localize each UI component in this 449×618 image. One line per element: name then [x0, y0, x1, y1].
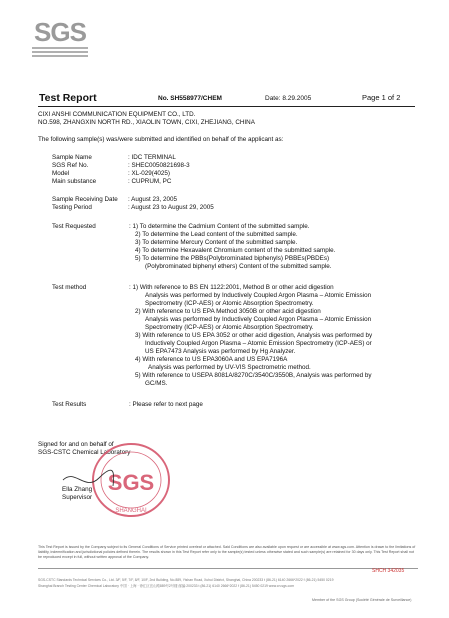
sheet-number: SHCH 342035	[372, 568, 405, 574]
test-results-label: Test Results	[52, 401, 87, 408]
footer-disclaimer: This Test Report is issued by the Company subject to its General Conditions of Service printed overleaf or attached. Said Conditions are also available upon request or are accessible at www.sgs.com. Attention is drawn to the limitations of liability, indemnification and jurisdictional policies defined therein. The results shown in this Test Report refer only to the sample(s) tested unless otherwise stated and such sample(s) are retained for 30 days only. This Test Report shall not be reproduced except in full, without written approval of the Company.	[38, 545, 416, 559]
company-seal-stamp	[55, 440, 173, 530]
test-requested-line: 5) To determine the PBBs(Polybrominated biphenyls) PBBEs(PBDEs)	[135, 255, 330, 262]
stamp-logo-text: SGS	[107, 470, 155, 495]
model-label: Model	[52, 170, 70, 177]
sgs-logo-text: SGS	[34, 17, 86, 47]
client-address: NO.598, ZHANGXIN NORTH RD., XIAOLIN TOWN, CIXI, ZHEJIANG, CHINA	[38, 119, 255, 126]
test-method-line: Spectrometry (ICP-AES) or Atomic Absorption Spectrometry.	[145, 300, 314, 307]
test-method-line: Analysis was performed by UV-VIS Spectrometric method.	[148, 364, 311, 371]
test-requested-line: 3) To determine Mercury Content of the submitted sample.	[135, 239, 298, 246]
test-requested-line: (Polybrominated biphenyl ethers) Content of the submitted sample.	[145, 263, 332, 270]
member-text: Member of the SGS Group (Société Générale de Surveillance)	[312, 598, 412, 602]
testing-period-label: Testing Period	[52, 204, 92, 211]
sgs-ref-value: : SHEC0050821698-3	[128, 162, 190, 169]
test-method-line: US EPA7473 Analysis was performed by Hg Analyzer.	[145, 348, 296, 355]
test-method-line: GC/MS.	[145, 380, 168, 387]
test-requested-line: : 1) To determine the Cadmium Content of the submitted sample.	[129, 223, 310, 230]
test-method-line: 4) With reference to US EPA3060A and US EPA7196A	[135, 356, 288, 363]
model-value: : XL-029(4025)	[128, 170, 171, 177]
report-number: No. SH558977/CHEM	[158, 95, 222, 102]
test-results-value: : Please refer to next page	[129, 401, 203, 408]
test-method-line: Spectrometry (ICP-AES) or Atomic Absorption Spectrometry.	[145, 324, 314, 331]
client-name: CIXI ANSHI COMMUNICATION EQUIPMENT CO., LTD.	[38, 111, 196, 118]
main-substance-value: : CUPRUM, PC	[128, 178, 172, 185]
header-rule	[38, 106, 415, 107]
footer-address-line: Shanghai Branch Testing Center Chemical Laboratory 中国 · 上海 · 徐汇区宜山路889号2号楼 邮编:200233 t (86-21) 6140 2666*2022 f (86-21) 5450 0219 www.cn.sgs.com	[38, 584, 295, 588]
test-method-line: Analysis was performed by Inductively Coupled Argon Plasma – Atomic Emission	[145, 292, 372, 299]
sample-name-value: : IDC TERMINAL	[128, 154, 176, 161]
test-requested-label: Test Requested	[52, 223, 96, 230]
footer-rule	[38, 568, 418, 569]
report-date: Date: 8.29.2005	[265, 95, 312, 102]
test-method-line: 5) With reference to USEPA 8081A/8270C/3540C/3550B, Analysis was performed by	[135, 372, 372, 379]
test-method-line: 2) With reference to US EPA Method 3050B or other acid digestion	[135, 308, 321, 315]
page-indicator: Page 1 of 2	[362, 93, 401, 102]
stamp-city-text: SHANGHAI	[115, 508, 147, 514]
test-method-line: Analysis was performed by Inductively Coupled Argon Plasma – Atomic Emission	[145, 316, 372, 323]
test-method-line: : 1) With reference to BS EN 1122:2001, Method B or other acid digestion	[129, 284, 334, 291]
footer-address-line: SGS-CSTC Standards Technical Services Co., Ltd. 3/F, 5/F, 7/F, 8/F, 10/F, 2nd Building, No.889, Yishan Road, Xuhui District, Shanghai, China 200233 t (86-21) 6140 2666*2022 f (86-21) 5450 0219	[38, 578, 334, 582]
intro-text: The following sample(s) was/were submitted and identified on behalf of the applicant as:	[38, 136, 284, 143]
testing-period-value: : August 23 to August 29, 2005	[128, 204, 214, 211]
signed-for-text: Signed for and on behalf of	[38, 441, 114, 448]
test-requested-line: 2) To determine the Lead content of the submitted sample.	[135, 231, 298, 238]
sample-name-label: Sample Name	[52, 154, 92, 161]
lab-name: SGS-CSTC Chemical Laboratory	[38, 449, 131, 456]
test-method-line: 3) With reference to US EPA 3052 or other acid digestion, Analysis was performed by	[135, 332, 373, 339]
main-substance-label: Main substance	[52, 178, 97, 185]
test-requested-line: 4) To determine Hexavalent Chromium content of the submitted sample.	[135, 247, 336, 254]
test-method-label: Test method	[52, 284, 87, 291]
signatory-title: Supervisor	[62, 494, 93, 501]
test-method-line: Inductively Coupled Argon Plasma – Atomic Emission Spectrometry (ICP-AES) or	[145, 340, 372, 347]
sgs-ref-label: SGS Ref No.	[52, 162, 89, 169]
report-title: Test Report	[39, 92, 97, 104]
signatory-name: Ella Zhang	[62, 486, 93, 493]
sgs-logo	[30, 14, 90, 60]
receiving-date-value: : August 23, 2005	[128, 196, 178, 203]
receiving-date-label: Sample Receiving Date	[52, 196, 118, 203]
